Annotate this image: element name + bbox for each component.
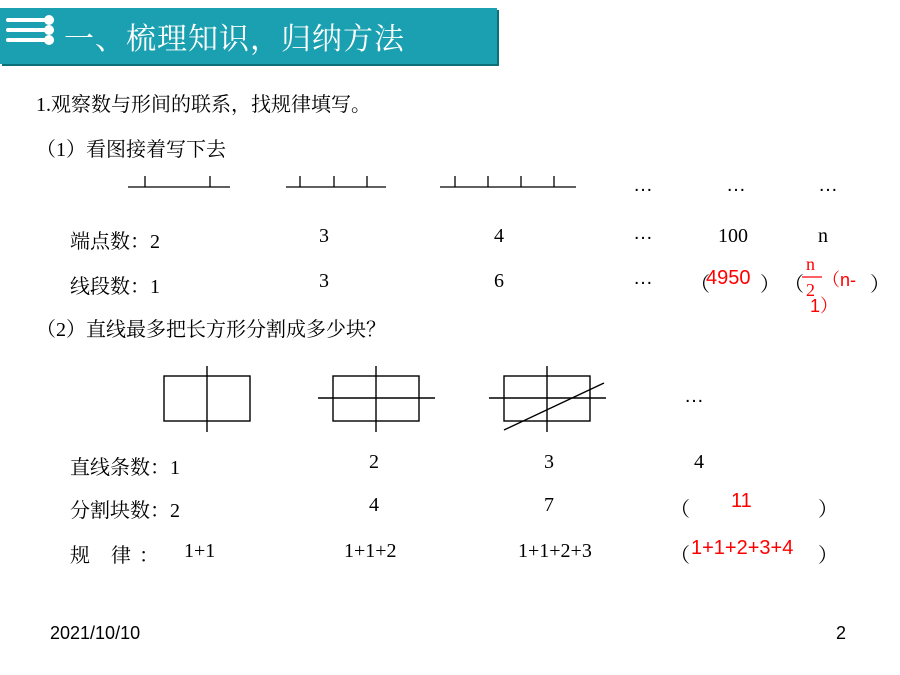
pieces-value: 4 [369, 494, 379, 516]
formula-text: （n- [822, 270, 857, 290]
paren-open: （ [690, 274, 710, 296]
segments-value: 3 [319, 270, 329, 292]
answer-4950: 4950 [706, 267, 751, 289]
lines-count-value: 4 [694, 451, 704, 473]
rule-value: 1+1+2 [344, 540, 397, 562]
pieces-label: 分割块数：2 [70, 500, 180, 522]
page-title: 一、梳理知识，归纳方法 [64, 22, 405, 57]
ellipsis: … [726, 174, 746, 196]
paren-open: （ [784, 274, 804, 296]
ellipsis: … [633, 222, 653, 244]
lines-count-value: 2 [369, 451, 379, 473]
pieces-value: 7 [544, 494, 554, 516]
lines-count-value: 3 [544, 451, 554, 473]
rule-value: 1+1+2+3 [518, 540, 592, 562]
endpoints-value: 4 [494, 225, 504, 247]
paren-close: ） [818, 499, 838, 521]
ellipsis: … [818, 174, 838, 196]
ellipsis: … [633, 267, 653, 289]
part2-label: （2）直线最多把长方形分割成多少块？ [36, 319, 386, 341]
paren-close: ） [870, 274, 890, 296]
paren-close: ） [818, 545, 838, 567]
formula-text: 1） [810, 296, 839, 316]
part1-label: （1）看图接着写下去 [36, 139, 226, 161]
rule-label: 规 律： [70, 545, 167, 567]
endpoints-value: n [818, 225, 828, 247]
formula-denominator: 2 [806, 280, 815, 300]
lines-count-label: 直线条数：1 [70, 457, 180, 479]
endpoints-label: 端点数：2 [70, 231, 160, 253]
page-number: 2 [836, 623, 847, 643]
answer-11: 11 [731, 490, 752, 512]
answer-rule: 1+1+2+3+4 [691, 537, 794, 559]
ellipsis: … [633, 174, 653, 196]
segments-value: 6 [494, 270, 504, 292]
paren-open: （ [670, 545, 690, 567]
endpoints-value: 3 [319, 225, 329, 247]
formula-numerator: n [806, 254, 815, 274]
rule-value: 1+1 [184, 540, 216, 562]
paren-close: ） [760, 274, 780, 296]
paren-open: （ [670, 499, 690, 521]
segments-label: 线段数：1 [70, 276, 160, 298]
footer-date: 2021/10/10 [50, 623, 141, 643]
question-intro: 1.观察数与形间的联系，找规律填写。 [36, 94, 371, 116]
ellipsis: … [684, 385, 704, 407]
endpoints-value: 100 [718, 225, 748, 247]
